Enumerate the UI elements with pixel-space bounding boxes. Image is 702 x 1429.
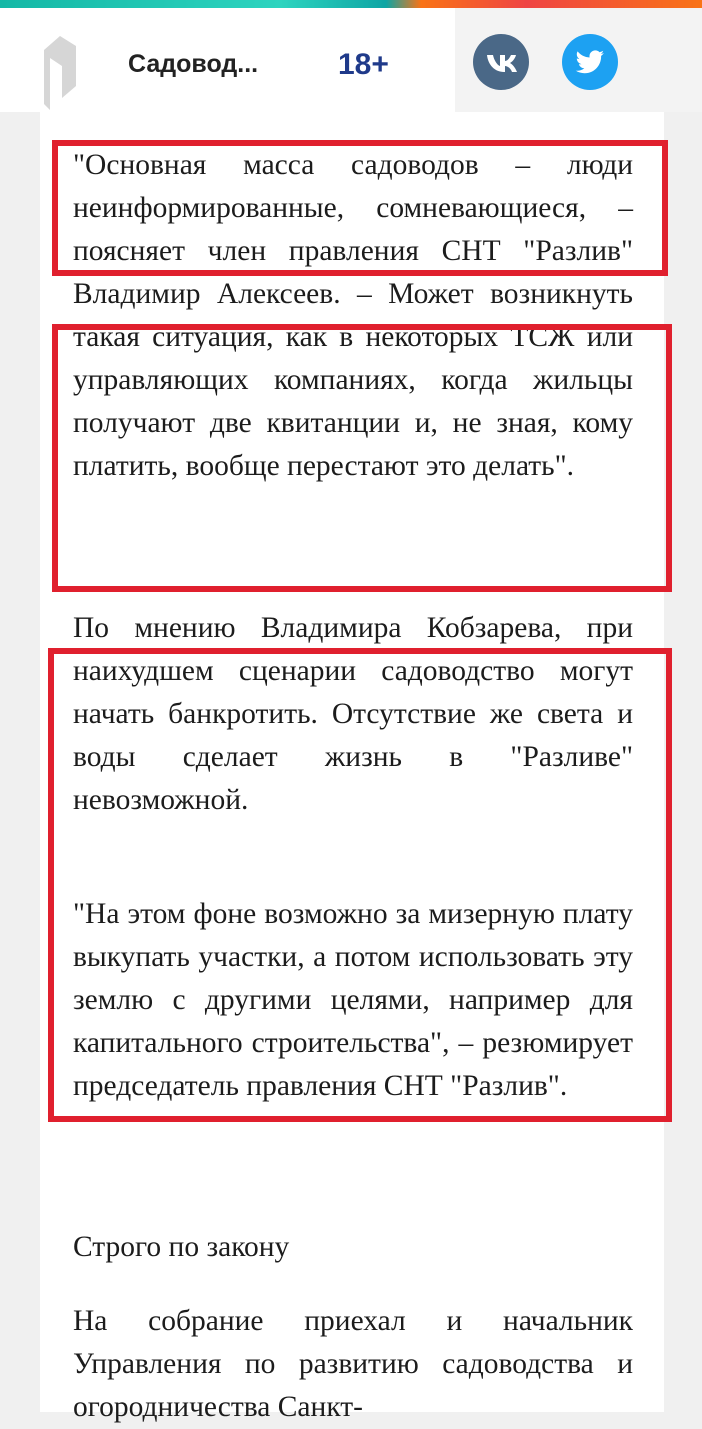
highlight-box — [52, 324, 672, 592]
twitter-icon — [562, 34, 618, 90]
article-paragraph-1: "Основная масса садоводов – люди неинформированные, сомневающиеся, – поясняет член правления СНТ "Разлив" Владимир Алексеев. – Может возникнуть такая ситуация, как в некоторых ТСЖ или управляющих компаниях, когда жильцы получают две квитанции и, не зная, кому платить, вообще перестают это делать". — [73, 149, 633, 482]
vk-share-button[interactable] — [473, 34, 529, 90]
highlight-box — [48, 648, 672, 1122]
age-rating-badge: 18+ — [338, 48, 389, 81]
article-paragraph-2: По мнению Владимира Кобзарева, при наихудшем сценарии садоводство могут начать банкротить. Отсутствие же света и воды сделает жизнь в "Разливе" невозможной. — [73, 612, 633, 816]
site-title[interactable]: Садовод... — [128, 50, 259, 78]
top-banner-strip — [0, 0, 702, 8]
twitter-share-button[interactable] — [562, 34, 618, 90]
highlight-box — [52, 140, 668, 276]
site-header — [0, 8, 455, 112]
article-paragraph-4: На собрание приехал и начальник Управления по развитию садоводства и огородничества Санкт- — [73, 1305, 633, 1423]
vk-icon — [473, 34, 529, 90]
article-paragraph-3: "На этом фоне возможно за мизерную плату выкупать участки, а потом использовать эту землю с другими целями, например для капитального строительства", – резюмирует председатель правления СНТ "Разлив". — [73, 898, 633, 1102]
logo-icon[interactable] — [40, 36, 80, 115]
article-subheading: Строго по закону — [73, 1231, 290, 1263]
